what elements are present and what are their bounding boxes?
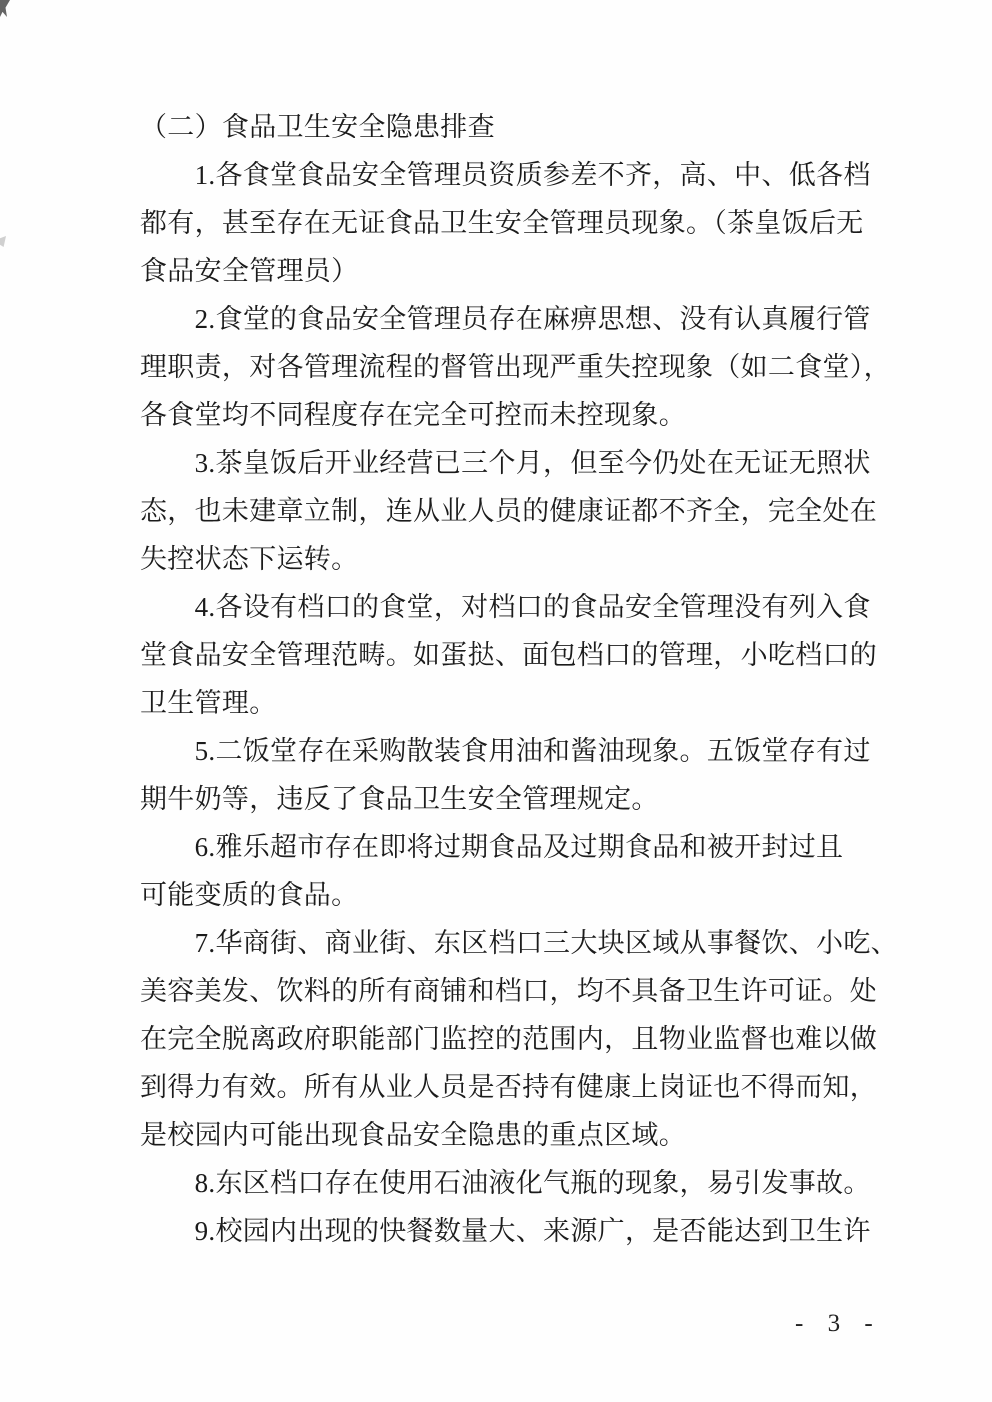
text-line: 是校园内可能出现食品安全隐患的重点区域。 xyxy=(140,1120,686,1150)
scan-artifact-corner xyxy=(0,0,10,17)
text-line: 期牛奶等，违反了食品卫生安全管理规定。 xyxy=(140,784,659,814)
section-heading: （二）食品卫生安全隐患排查 xyxy=(140,112,495,142)
text-line: 态，也未建章立制，连从业人员的健康证都不齐全，完全处在 xyxy=(140,496,878,526)
text-line: 都有，甚至存在无证食品卫生安全管理员现象。（茶皇饭后无 xyxy=(140,208,864,238)
text-line: 食品安全管理员） xyxy=(140,256,359,286)
text-line: 7.华商街、商业街、东区档口三大块区域从事餐饮、小吃、 xyxy=(140,928,898,958)
text-line: 3.茶皇饭后开业经营已三个月，但至今仍处在无证无照状 xyxy=(140,448,871,478)
text-line: 4.各设有档口的食堂，对档口的食品安全管理没有列入食 xyxy=(140,592,871,622)
document-body xyxy=(140,103,900,1255)
text-line: 9.校园内出现的快餐数量大、来源广，是否能达到卫生许 xyxy=(140,1216,871,1246)
text-line: 可能变质的食品。 xyxy=(140,880,359,910)
text-line: 1.各食堂食品安全管理员资质参差不齐，高、中、低各档 xyxy=(140,160,871,190)
text-line: 2.食堂的食品安全管理员存在麻痹思想、没有认真履行管 xyxy=(140,304,871,334)
text-line: 8.东区档口存在使用石油液化气瓶的现象，易引发事故。 xyxy=(140,1168,871,1198)
text-line: 在完全脱离政府职能部门监控的范围内，且物业监督也难以做 xyxy=(140,1024,878,1054)
text-line: 卫生管理。 xyxy=(140,688,277,718)
scan-artifact-left-edge xyxy=(0,236,6,247)
text-line: 到得力有效。所有从业人员是否持有健康上岗证也不得而知， xyxy=(140,1072,878,1102)
text-line: 理职责，对各管理流程的督管出现严重失控现象（如二食堂）， xyxy=(140,352,891,382)
page-number: - 3 - xyxy=(795,1310,882,1337)
text-line: 堂食品安全管理范畴。如蛋挞、面包档口的管理，小吃档口的 xyxy=(140,640,878,670)
text-line: 美容美发、饮料的所有商铺和档口，均不具备卫生许可证。处 xyxy=(140,976,878,1006)
text-line: 5.二饭堂存在采购散装食用油和酱油现象。五饭堂存有过 xyxy=(140,736,871,766)
text-line: 各食堂均不同程度存在完全可控而未控现象。 xyxy=(140,400,686,430)
text-line: 6.雅乐超市存在即将过期食品及过期食品和被开封过且 xyxy=(140,832,844,862)
text-line: 失控状态下运转。 xyxy=(140,544,359,574)
